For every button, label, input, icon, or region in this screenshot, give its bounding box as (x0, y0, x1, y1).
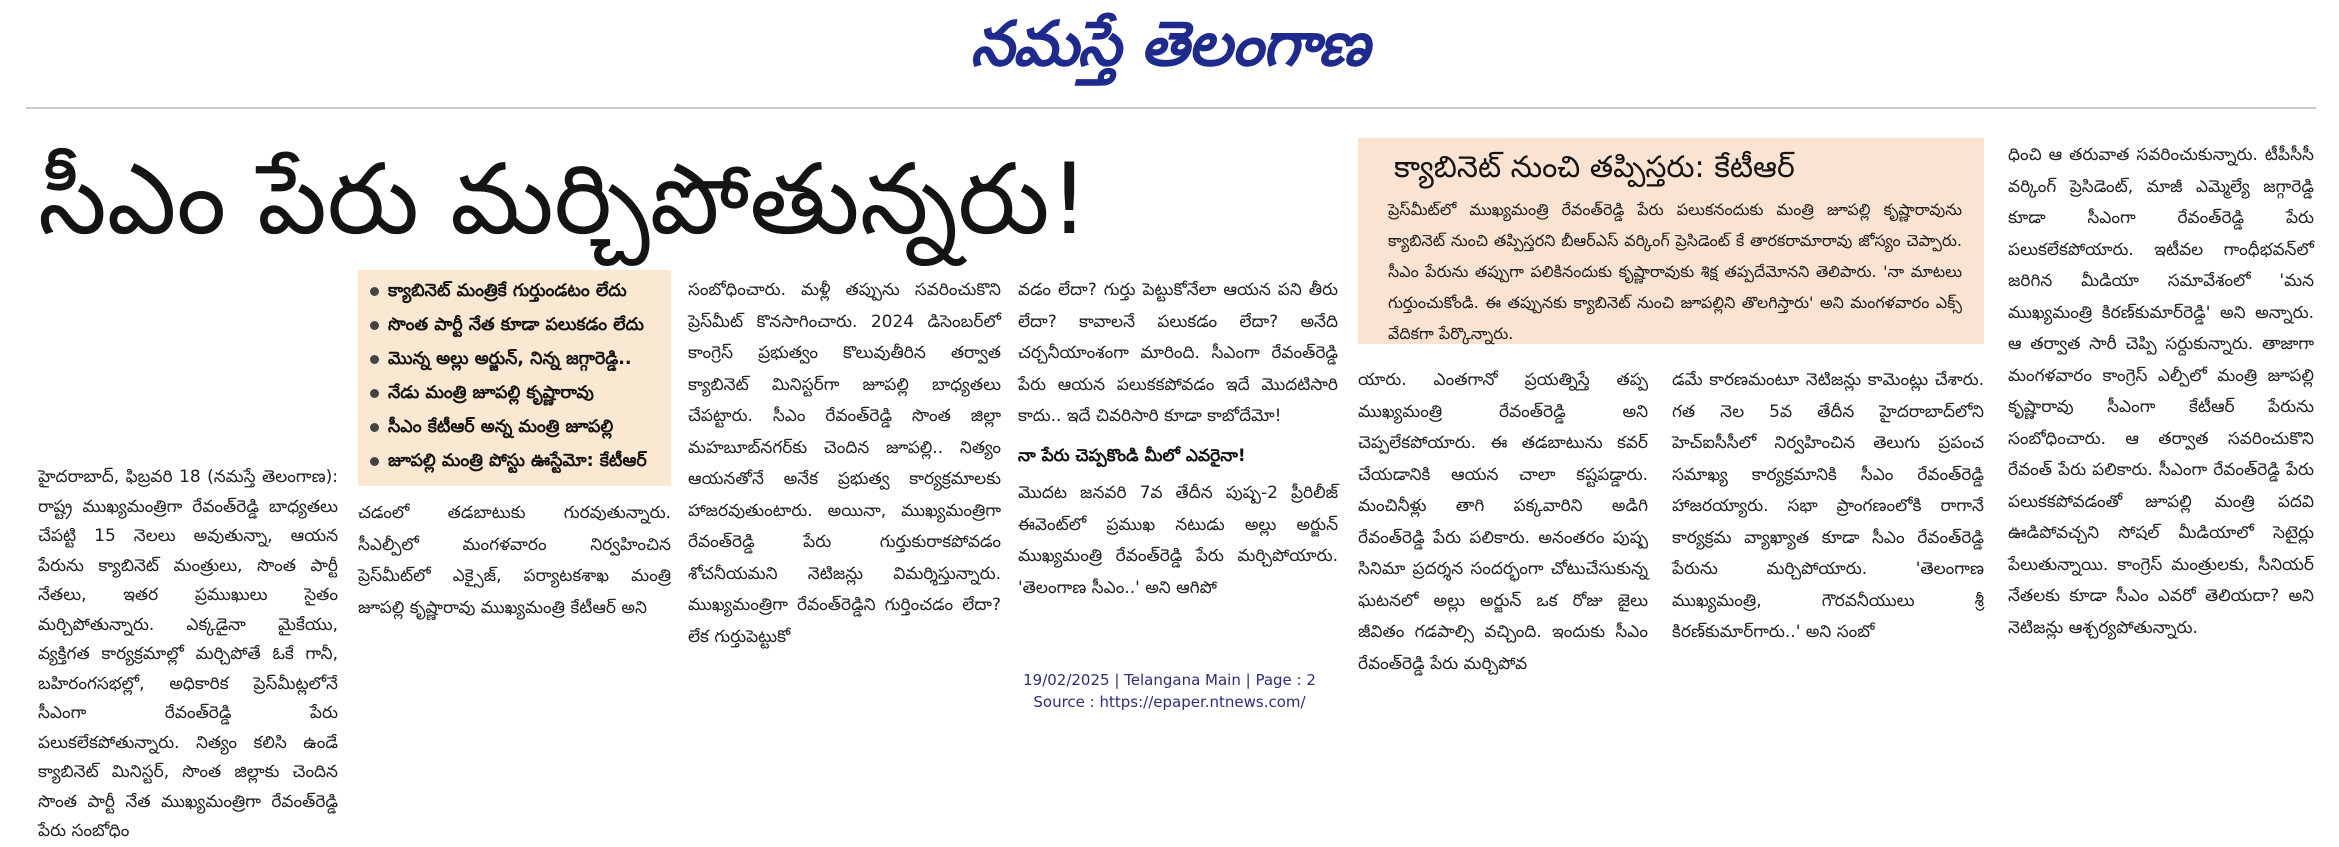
article-headline: సీఎం పేరు మర్చిపోతున్నరు! (38, 143, 1089, 257)
masthead-rule (26, 107, 2316, 109)
article-column-1 (38, 463, 338, 841)
highlight-item: సొంత పార్టీ నేత కూడా పలుకడం లేదు (368, 308, 663, 342)
highlight-item: క్యాబినెట్ మంత్రికే గుర్తుండటం లేదు (368, 274, 663, 308)
footer-date-line: 19/02/2025 | Telangana Main | Page : 2 (1023, 671, 1316, 689)
highlight-item: నేడు మంత్రి జూపల్లి కృష్ణారావు (368, 376, 663, 410)
article-column-5-text: యారు. ఎంతగానో ప్రయత్నిస్తే తప్ప ముఖ్యమంత్రి రేవంత్‌రెడ్డి అని చెప్పలేకపోయారు. ఈ తడబాటును కవర్ చేయడానికి ఆయన చాలా కష్టపడ్డారు. మంచినీళ్లు తాగి పక్కవారిని అడిగి రేవంత్‌రెడ్డి పేరు పలికారు. అనంతరం పుష్ప సినిమా ప్రదర్శన సందర్భంగా చోటుచేసుకున్న ఘటనలో అల్లు అర్జున్ ఒక రోజు జైలు జీవితం గడపాల్సి వచ్చింది. ఇందుకు సీఎం రేవంత్‌రెడ్డి పేరు మర్చిపోవ (1358, 370, 1648, 674)
article-column-7-text: ధించి ఆ తరువాత సవరించుకున్నారు. టీపీసీసీ వర్కింగ్ ప్రెసిడెంట్, మాజీ ఎమ్మెల్యే జగ్గారెడ్డి కూడా సీఎంగా రేవంత్‌రెడ్డి పేరు పలుకలేకపోయారు. ఇటీవల గాంధీభవన్‌లో జరిగిన మీడియా సమావేశంలో 'మన ముఖ్యమంత్రి కిరణ్‌కుమార్‌రెడ్డి' అని అన్నారు. ఆ తర్వాత సారీ చెప్పి సర్దుకున్నారు. తాజాగా మంగళవారం కాంగ్రెస్ ఎల్పీలో మంత్రి జూపల్లి కృష్ణారావు సీఎంగా కేటీఆర్ పేరును సంబోధించారు. ఆ తర్వాత సవరించుకొని రేవంత్ పేరు పలికారు. సీఎంగా రేవంత్‌రెడ్డి పేరు పలుకకపోవడంతో జూపల్లి మంత్రి పదవి ఊడిపోవచ్చని సోషల్ మీడియాలో సెటైర్లు పేలుతున్నాయి. కాంగ్రెస్ మంత్రులకు, సీనియర్ నేతలకు కూడా సీఎం ఎవరో తెలియదా? అని నెటిజన్లు ఆశ్చర్యపోతున్నారు. (2008, 145, 2314, 638)
highlight-item: మొన్న అల్లు అర్జున్, నిన్న జగ్గారెడ్డి.. (368, 342, 663, 376)
article-column-4-text-a: వడం లేదా? గుర్తు పెట్టుకోనేలా ఆయన పని తీరు లేదా? కావాలనే పలుకడం లేదా? అనేది చర్చనీయాంశంగా మారింది. సీఎంగా రేవంత్‌రెడ్డి పేరు ఆయన పలుకకపోవడం ఇదే మొదటిసారి కాదు.. ఇదే చివరిసారి కూడా కాబోదేమో! (1018, 280, 1338, 426)
article-column-7 (2008, 140, 2314, 700)
article-column-6-text: డమే కారణమంటూ నెటిజన్లు కామెంట్లు చేశారు. గత నెల 5వ తేదీన హైదరాబాద్‌లోని హెచ్ఐసీసీలో నిర్వహించిన తెలుగు ప్రపంచ సమాఖ్య కార్యక్రమానికి సీఎం రేవంత్‌రెడ్డి హాజరయ్యారు. సభా ప్రాంగణంలోకి రాగానే కార్యక్రమ వ్యాఖ్యాత కూడా సీఎం రేవంత్‌రెడ్డి పేరును మర్చిపోయారు. 'తెలంగాణ ముఖ్యమంత్రి, గౌరవనీయులు శ్రీ కిరణ్‌కుమార్‌గారు..' అని సంబో (1672, 370, 1984, 642)
ktr-sidebox (1358, 138, 1984, 344)
article-subhead: నా పేరు చెప్పకొండి మీలో ఎవరైనా! (1018, 445, 1246, 466)
article-column-5 (1358, 365, 1648, 699)
masthead-logo: నమస్తే తెలంగాణ (970, 7, 1369, 80)
highlights-list (368, 274, 663, 478)
sidebox-title: క్యాబినెట్ నుంచి తప్పిస్తరు: కేటీఆర్ (1394, 150, 1795, 185)
footer-source-line: Source : https://epaper.ntnews.com/ (1033, 693, 1306, 711)
highlight-item: సీఎం కేటీఆర్ అన్న మంత్రి జూపల్లి (368, 410, 663, 444)
article-column-4 (1018, 275, 1338, 699)
highlight-item: జూపల్లి మంత్రి పోస్టు ఊస్టేమో: కేటీఆర్ (368, 444, 663, 478)
article-column-2 (358, 498, 671, 698)
article-column-3 (688, 275, 1001, 699)
article-column-1-text: హైదరాబాద్, ఫిబ్రవరి 18 (నమస్తే తెలంగాణ): రాష్ట్ర ముఖ్యమంత్రిగా రేవంత్‌రెడ్డి బాధ్యతలు చేపట్టి 15 నెలలు అవుతున్నా, ఆయన పేరును క్యాబినెట్ మంత్రులు, సొంత పార్టీ నేతలు, ఇతర ప్రముఖులు సైతం మర్చిపోతున్నారు. ఎక్కడైనా మైకేయు, వ్యక్తిగత కార్యక్రమాల్లో మర్చిపోతే ఓకే గానీ, బహిరంగసభల్లో, అధికారిక ప్రెస్‌మీట్లలోనే సీఎంగా రేవంత్‌రెడ్డి పేరు పలుకలేకపోతున్నారు. నిత్యం కలిసి ఉండే క్యాబినెట్ మినిస్టర్, సొంత జిల్లాకు చెందిన సొంత పార్టీ నేత ముఖ్యమంత్రిగా రేవంత్‌రెడ్డి పేరు సంబోధిం (38, 467, 338, 841)
article-column-4-text-b: మొదట జనవరి 7వ తేదీన పుష్ప-2 ప్రీరిలీజ్ ఈవెంట్‌లో ప్రముఖ నటుడు అల్లు అర్జున్ ముఖ్యమంత్రి రేవంత్‌రెడ్డి పేరు మర్చిపోయారు. 'తెలంగాణ సీఎం..' అని ఆగిపో (1018, 483, 1338, 598)
article-column-2-text: చడంలో తడబాటుకు గురవుతున్నారు. సీఎల్పీలో మంగళవారం నిర్వహించిన ప్రెస్‌మీట్‌లో ఎక్సైజ్, పర్యాటకశాఖ మంత్రి జూపల్లి కృష్ణారావు ముఖ్యమంత్రి కేటీఆర్ అని (358, 503, 671, 618)
article-column-3-text: సంబోధించారు. మళ్లీ తప్పును సవరించుకొని ప్రెస్‌మీట్ కొనసాగించారు. 2024 డిసెంబర్‌లో కాంగ్రెస్ ప్రభుత్వం కొలువుతీరిన తర్వాత క్యాబినెట్ మినిస్టర్‌గా జూపల్లి బాధ్యతలు చేపట్టారు. సీఎం రేవంత్‌రెడ్డి సొంత జిల్లా మహబూబ్‌నగర్‌కు చెందిన జూపల్లి.. నిత్యం ఆయనతోనే అనేక ప్రభుత్వ కార్యక్రమాలకు హాజరవుతుంటారు. అయినా, ముఖ్యమంత్రిగా రేవంత్‌రెడ్డి పేరు గుర్తుకురాకపోవడం శోచనీయమని నెటిజన్లు విమర్శిస్తున్నారు. ముఖ్యమంత్రిగా రేవంత్‌రెడ్డిని గుర్తించడం లేదా? లేక గుర్తుపెట్టుకో (688, 280, 1001, 647)
highlights-box (358, 270, 671, 486)
sidebox-body: ప్రెస్‌మీట్‌లో ముఖ్యమంత్రి రేవంత్‌రెడ్డి పేరు పలుకనందుకు మంత్రి జూపల్లి కృష్ణారావును క్యాబినెట్ నుంచి తప్పిస్తరని బీఆర్ఎస్ వర్కింగ్ ప్రెసిడెంట్ కే తారకరామారావు జోస్యం చెప్పారు. సీఎం పేరును తప్పుగా పలికినందుకు కృష్ణారావుకు శిక్ష తప్పదేమోనని తెలిపారు. 'నా మాటలు గుర్తుంచుకోండి. ఈ తప్పునకు క్యాబినెట్ నుంచి జూపల్లిని తొలగిస్తారు' అని మంగళవారం ఎక్స్ వేదికగా పేర్కొన్నారు. (1388, 200, 1962, 343)
article-column-6 (1672, 365, 1984, 699)
